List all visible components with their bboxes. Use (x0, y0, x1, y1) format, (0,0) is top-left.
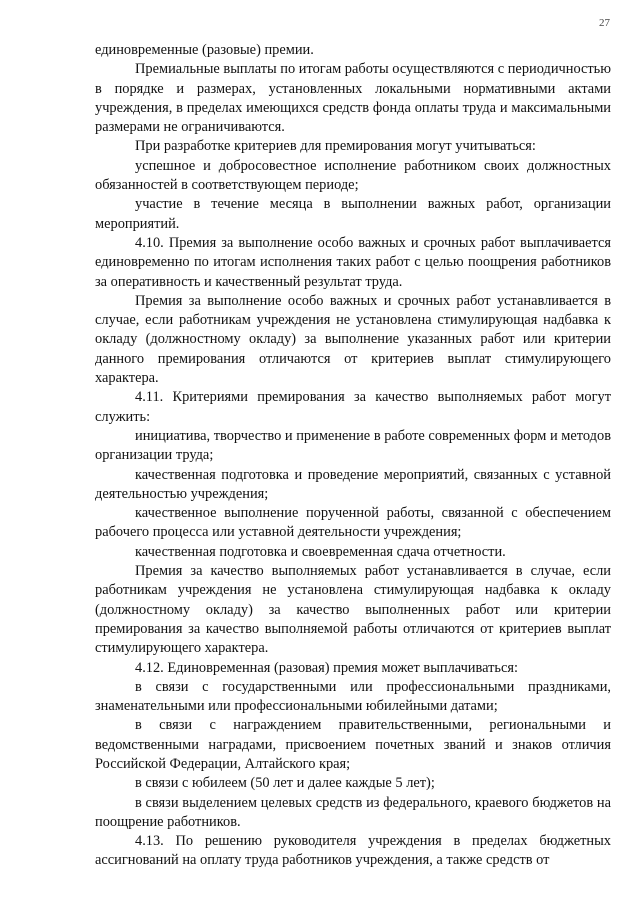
paragraph: 4.12. Единовременная (разовая) премия может выплачиваться: (135, 659, 518, 676)
paragraph: качественное выполнение порученной работы, связанной с обеспечением рабочего процесса или уставной деятельности учреждения; (95, 505, 611, 541)
paragraph: 4.11. Критериями премирования за качество выполняемых работ могут служить: (95, 389, 611, 425)
paragraph: успешное и добросовестное исполнение работником своих должностных обязанностей в соответствующем периоде; (95, 157, 611, 194)
paragraph: качественная подготовка и своевременная сдача отчетности. (135, 543, 506, 560)
paragraph: инициатива, творчество и применение в работе современных форм и методов организации труда; (95, 427, 611, 464)
paragraph: качественная подготовка и проведение мероприятий, связанных с уставной деятельностью учреждения; (95, 466, 611, 502)
paragraph: участие в течение месяца в выполнении важных работ, организации мероприятий. (95, 196, 611, 232)
paragraph: Премия за выполнение особо важных и срочных работ устанавливается в случае, если работникам учреждения не установлена стимулирующая надбавка к окладу (должностному окладу) за выполнение указанных работ или критерии данного премирования отличаются от критериев выплат стимулирующего характера. (95, 292, 611, 387)
page-number: 27 (599, 17, 610, 29)
paragraph: в связи с юбилеем (50 лет и далее каждые 5 лет); (135, 775, 435, 792)
document-body (95, 41, 611, 871)
paragraph: При разработке критериев для премирования могут учитываться: (135, 138, 536, 155)
paragraph: в связи с награждением правительственными, региональными и ведомственными наградами, присвоением почетных званий и знаков отличия Российской Федерации, Алтайского края; (95, 717, 611, 772)
paragraph: в связи выделением целевых средств из федерального, краевого бюджетов на поощрение работников. (95, 794, 611, 830)
paragraph: 4.13. По решению руководителя учреждения в пределах бюджетных ассигнований на оплату труда работников учреждения, а также средств от (95, 833, 611, 869)
paragraph: единовременные (разовые) премии. (95, 42, 314, 58)
paragraph: Премия за качество выполняемых работ устанавливается в случае, если работникам учреждения не установлена стимулирующая надбавка к окладу (должностному окладу) за качество выполненных работ или критерии премирования за качество выполняемой работы отличаются от критериев выплат стимулирующего характера. (95, 563, 611, 657)
paragraph: в связи с государственными или профессиональными праздниками, знаменательными или профессиональными юбилейными датами; (95, 678, 611, 715)
paragraph: Премиальные выплаты по итогам работы осуществляются с периодичностью в порядке и размерах, установленных локальными нормативными актами учреждения, в пределах имеющихся средств фонда оплаты труда и максимальными размерами не ограничиваются. (95, 61, 612, 136)
paragraph: 4.10. Премия за выполнение особо важных и срочных работ выплачивается единовременно по итогам исполнения таких работ с целью поощрения работников за оперативность и качественный результат труда. (95, 234, 611, 290)
